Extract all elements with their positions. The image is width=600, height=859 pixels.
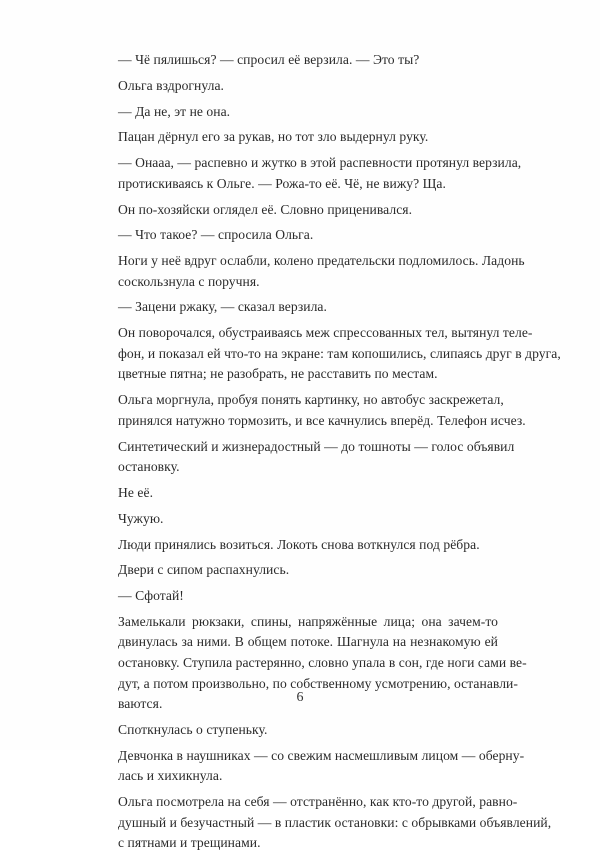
- paragraph: [118, 323, 561, 385]
- paragraph: [118, 127, 498, 148]
- paragraph: [118, 483, 498, 504]
- paragraph: [118, 225, 498, 246]
- page-number: 6: [296, 690, 304, 705]
- text-line: Синтетический и жизнерадостный — до тошноты — голос объявил: [118, 438, 515, 454]
- text-line: Ольга моргнула, пробуя понять картинку, но автобус заскрежетал,: [118, 392, 504, 408]
- text-line: принялся натужно тормозить, и все качнулись вперёд. Телефон исчез.: [118, 412, 526, 428]
- text-line: с пятнами и трещинами.: [118, 835, 261, 851]
- text-line: ваются.: [118, 696, 163, 712]
- paragraph: [118, 535, 498, 556]
- paragraph: [118, 390, 526, 431]
- text-line: Ольга посмотрела на себя — отстранённо, как кто-то другой, равно-: [118, 794, 518, 810]
- text-line: протискиваясь к Ольге. — Рожа-то её. Чё, не вижу? Ща.: [118, 175, 446, 191]
- paragraph: [118, 437, 515, 478]
- text-line: Двери с сипом распахнулись.: [118, 562, 290, 578]
- text-line: дут, а потом произвольно, по собственному усмотрению, останавли-: [118, 675, 518, 691]
- text-line: Пацан дёрнул его за рукав, но тот зло выдернул руку.: [118, 129, 429, 145]
- text-line: остановку. Ступила растерянно, словно упала в сон, где ноги сами ве-: [118, 655, 527, 671]
- paragraph: [118, 200, 498, 221]
- paragraph: [118, 509, 498, 530]
- text-line: Люди принялись возиться. Локоть снова воткнулся под рёбра.: [118, 536, 480, 552]
- text-line: Замелькали рюкзаки, спины, напряжённые лица; она зачем-то: [118, 613, 498, 629]
- paragraph: [118, 102, 498, 123]
- text-line: остановку.: [118, 459, 180, 475]
- text-line: цветные пятна; не разобрать, не расставить по местам.: [118, 366, 438, 382]
- paragraph: [118, 720, 498, 741]
- text-line: Девчонка в наушниках — со свежим насмешливым лицом — оберну-: [118, 747, 525, 763]
- text-line: Не её.: [118, 484, 154, 500]
- text-line: Ольга вздрогнула.: [118, 77, 224, 93]
- page-text: [118, 50, 561, 859]
- paragraph: [118, 746, 525, 787]
- paragraph: [118, 50, 498, 71]
- text-line: Споткнулась о ступеньку.: [118, 722, 268, 737]
- paragraph: [118, 153, 522, 194]
- paragraph: [118, 251, 525, 292]
- paragraph: [118, 560, 498, 581]
- text-line: — Онааа, — распевно и жутко в этой распевности протянул верзила,: [118, 155, 522, 171]
- text-line: Он по-хозяйски оглядел её. Словно приценивался.: [118, 201, 413, 217]
- paragraph: [118, 586, 498, 607]
- text-line: Он поворочался, обустраиваясь меж спрессованных тел, вытянул теле-: [118, 325, 533, 341]
- text-line: фон, и показал ей что-то на экране: там копошились, слипаясь друг в друга,: [118, 345, 561, 361]
- text-line: двинулась за ними. В общем потоке. Шагнула на незнакомую ей: [118, 634, 498, 650]
- paragraph: [118, 76, 498, 97]
- text-line: — Зацени ржаку, — сказал верзила.: [118, 299, 327, 315]
- paragraph: [118, 792, 552, 854]
- text-line: соскользнула с поручня.: [118, 273, 260, 289]
- text-line: лась и хихикнула.: [118, 768, 223, 784]
- text-line: Чужую.: [118, 510, 164, 526]
- text-line: — Да не, эт не она.: [118, 103, 231, 119]
- text-line: — Сфотай!: [118, 588, 184, 604]
- text-line: — Что такое? — спросила Ольга.: [118, 227, 314, 243]
- paragraph: [118, 297, 498, 318]
- text-line: — Чё пялишься? — спросил её верзила. — Это ты?: [118, 52, 420, 67]
- text-line: душный и безучастный — в пластик остановки: с обрывками объявлений,: [118, 814, 552, 830]
- text-line: Ноги у неё вдруг ослабли, колено предательски подломилось. Ладонь: [118, 253, 525, 269]
